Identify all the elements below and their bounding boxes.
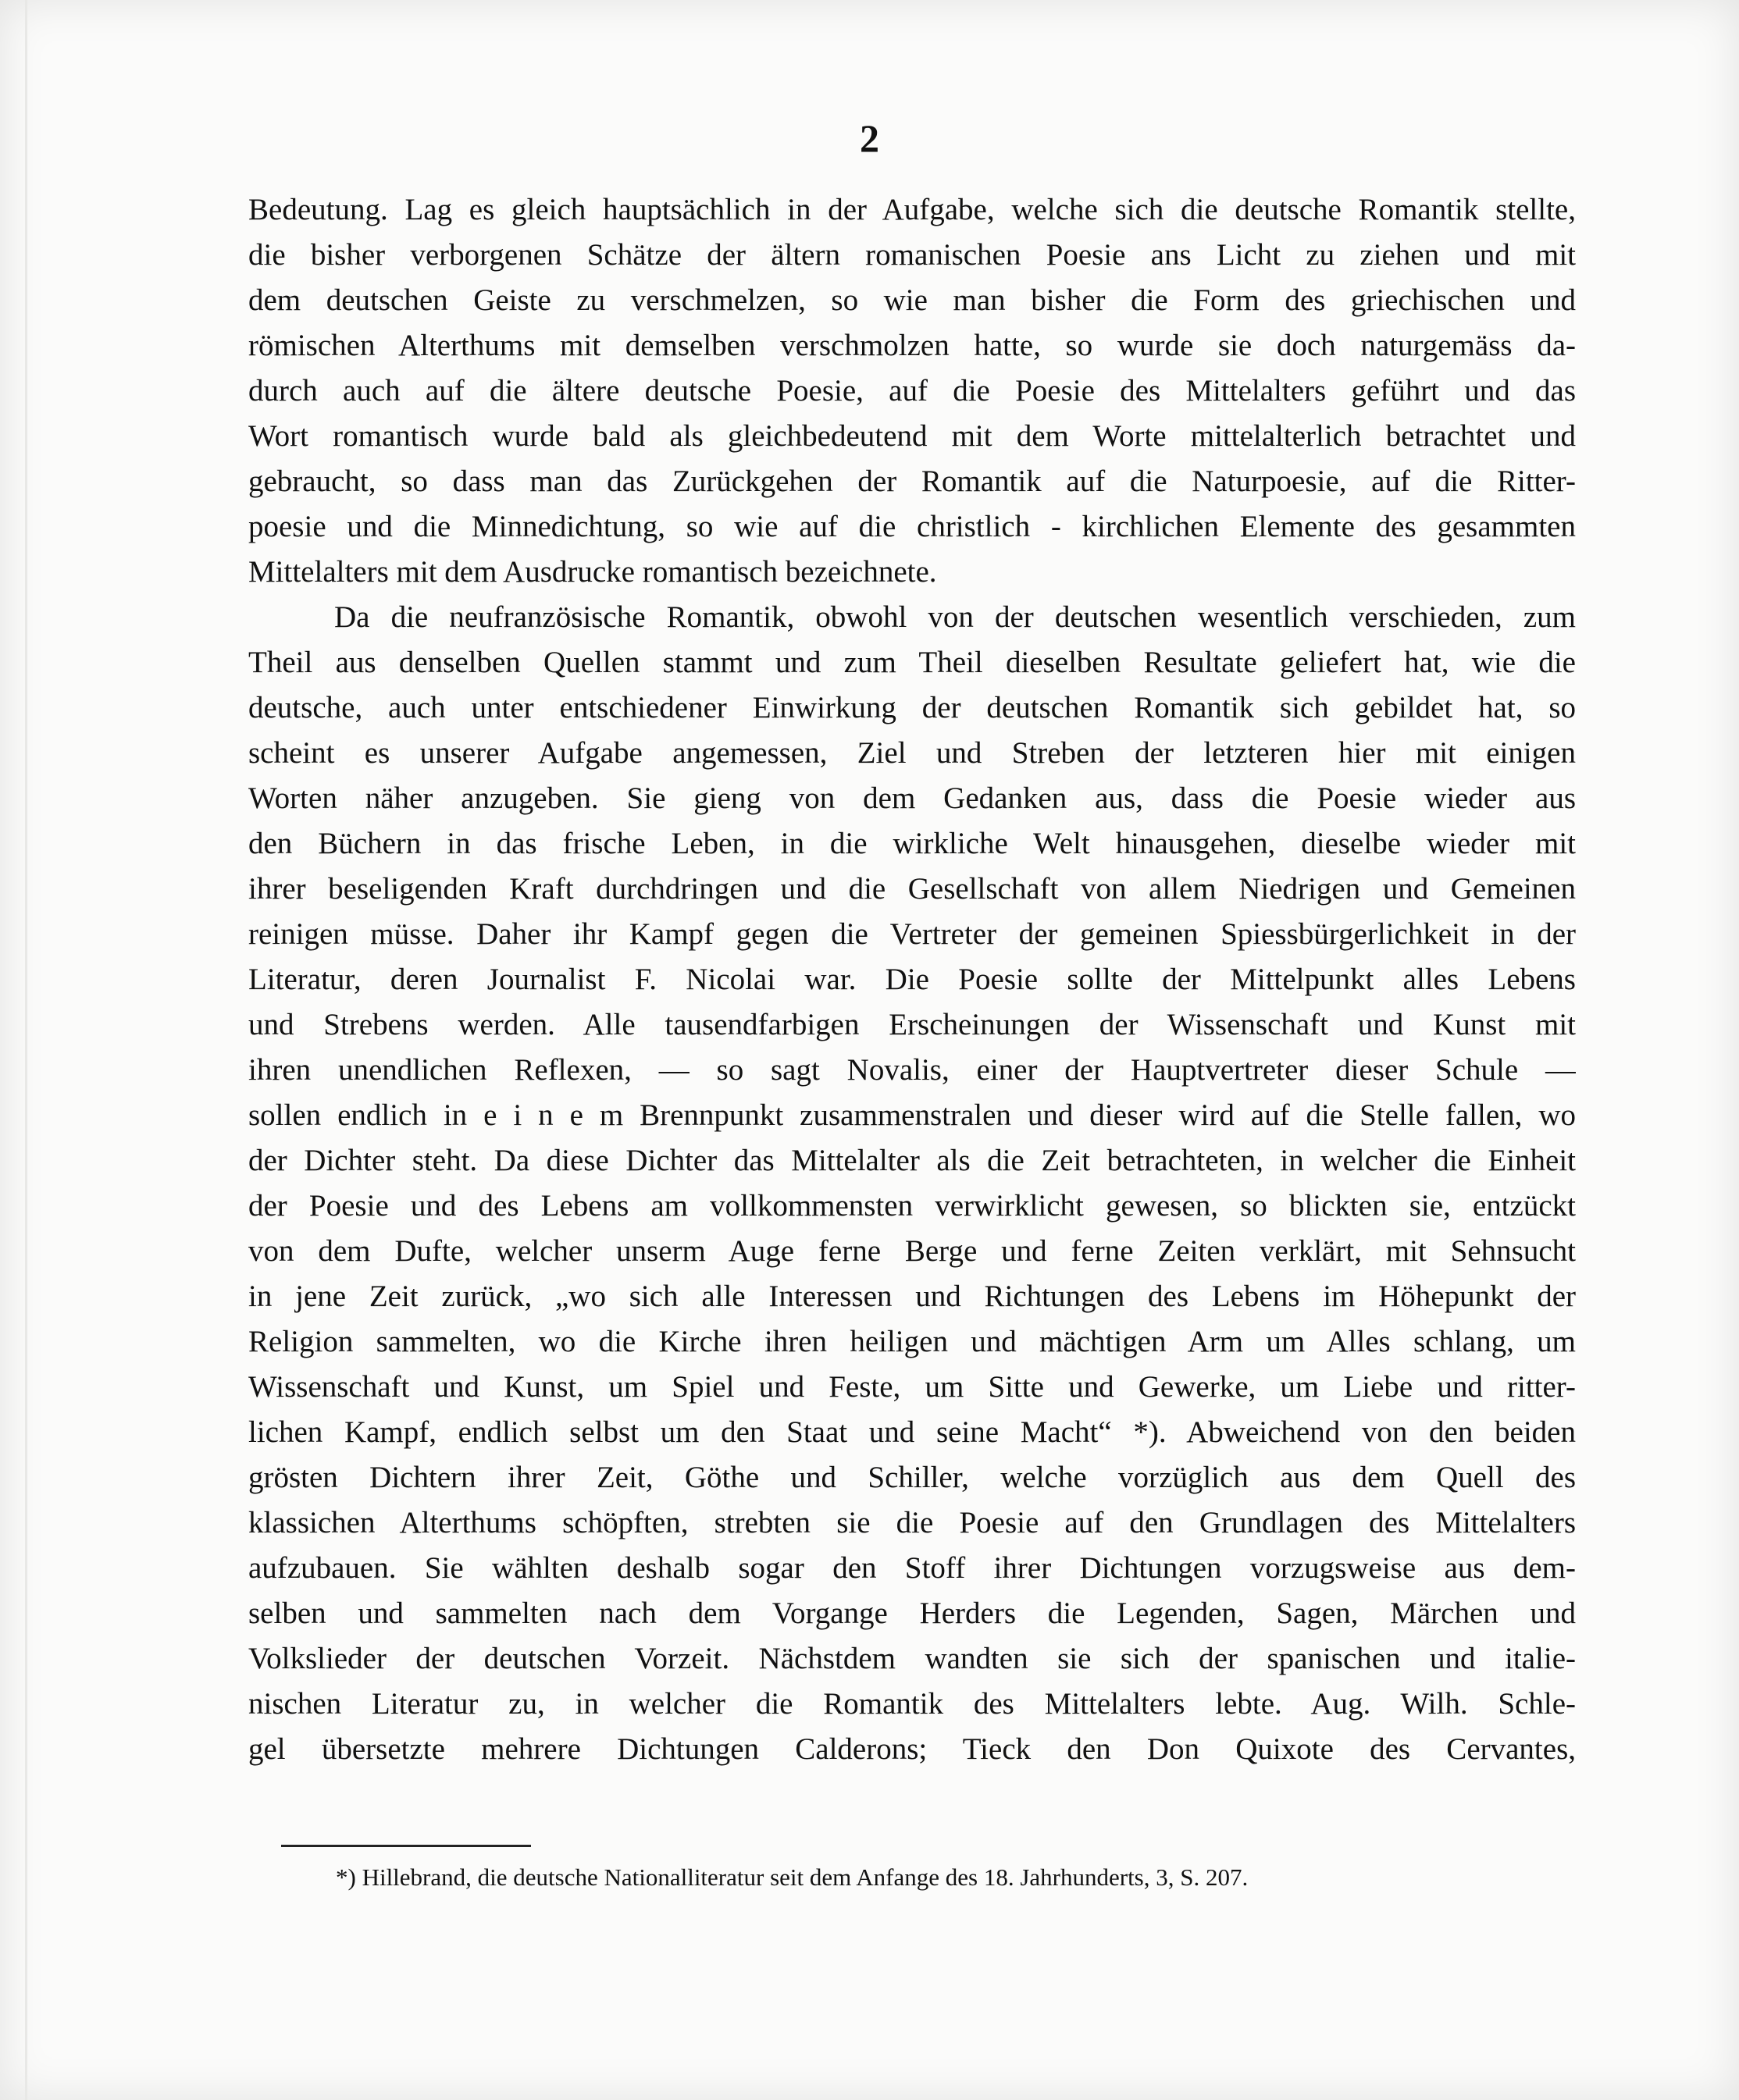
text-line: gebraucht, so dass man das Zurückgehen der Romantik auf die Naturpoesie, auf die Ritter- xyxy=(248,464,1576,498)
text-line: Literatur, deren Journalist F. Nicolai war. Die Poesie sollte der Mittelpunkt alles Lebens xyxy=(248,963,1576,996)
paragraph-2 xyxy=(248,595,1576,1772)
text-line: von dem Dufte, welcher unserm Auge ferne Berge und ferne Zeiten verklärt, mit Sehnsucht xyxy=(248,1234,1576,1268)
text-line: ihrer beseligenden Kraft durchdringen und die Gesellschaft von allem Niedrigen und Gemeinen xyxy=(248,872,1576,906)
text-line: lichen Kampf, endlich selbst um den Staat und seine Macht“ *). Abweichend von den beiden xyxy=(248,1415,1576,1449)
text-line: Religion sammelten, wo die Kirche ihren heiligen und mächtigen Arm um Alles schlang, um xyxy=(248,1325,1576,1358)
text-line: gel übersetzte mehrere Dichtungen Calderons; Tieck den Don Quixote des Cervantes, xyxy=(248,1732,1576,1766)
text-line: deutsche, auch unter entschiedener Einwirkung der deutschen Romantik sich gebildet hat, so xyxy=(248,691,1576,724)
text-line: in jene Zeit zurück, „wo sich alle Interessen und Richtungen des Lebens im Höhepunkt der xyxy=(248,1280,1576,1313)
text-line: der Poesie und des Lebens am vollkommensten verwirklicht gewesen, so blickten sie, entzückt xyxy=(248,1189,1576,1223)
text-line: aufzubauen. Sie wählten deshalb sogar den Stoff ihrer Dichtungen vorzugsweise aus dem- xyxy=(248,1551,1576,1585)
text-line: Theil aus denselben Quellen stammt und zum Theil dieselben Resultate geliefert hat, wie die xyxy=(248,646,1576,679)
text-line: poesie und die Minnedichtung, so wie auf die christlich - kirchlichen Elemente des gesammten xyxy=(248,510,1576,543)
text-line: klassichen Alterthums schöpften, strebten sie die Poesie auf den Grundlagen des Mittelalters xyxy=(248,1506,1576,1539)
text-line: sollen endlich in e i n e m Brennpunkt zusammenstralen und dieser wird auf die Stelle fallen, wo xyxy=(248,1098,1576,1132)
text-line: die bisher verborgenen Schätze der ältern romanischen Poesie ans Licht zu ziehen und mit xyxy=(248,238,1576,272)
text-line: grösten Dichtern ihrer Zeit, Göthe und Schiller, welche vorzüglich aus dem Quell des xyxy=(248,1461,1576,1494)
page-edge xyxy=(25,0,27,2100)
page-number: 2 xyxy=(860,116,879,160)
text-line: Wort romantisch wurde bald als gleichbedeutend mit dem Worte mittelalterlich betrachtet und xyxy=(248,419,1576,453)
text-line: selben und sammelten nach dem Vorgange Herders die Legenden, Sagen, Märchen und xyxy=(248,1596,1576,1630)
text-line: scheint es unserer Aufgabe angemessen, Ziel und Streben der letzteren hier mit einigen xyxy=(248,736,1576,770)
body-text xyxy=(248,187,1576,1772)
text-line: Da die neufranzösische Romantik, obwohl von der deutschen wesentlich verschieden, zum xyxy=(334,600,1576,634)
text-line: durch auch auf die ältere deutsche Poesie, auf die Poesie des Mittelalters geführt und das xyxy=(248,374,1576,408)
text-line: und Strebens werden. Alle tausendfarbigen Erscheinungen der Wissenschaft und Kunst mit xyxy=(248,1008,1576,1041)
text-line: den Büchern in das frische Leben, in die wirkliche Welt hinausgehen, dieselbe wieder mit xyxy=(248,827,1576,860)
text-line: Volkslieder der deutschen Vorzeit. Nächstdem wandten sie sich der spanischen und italie- xyxy=(248,1642,1576,1675)
text-line: dem deutschen Geiste zu verschmelzen, so wie man bisher die Form des griechischen und xyxy=(248,283,1576,317)
text-line: Worten näher anzugeben. Sie gieng von dem Gedanken aus, dass die Poesie wieder aus xyxy=(248,781,1576,815)
footnote: *) Hillebrand, die deutsche Nationalliteratur seit dem Anfange des 18. Jahrhunderts, 3, S. 207. xyxy=(336,1863,1249,1891)
text-line: Bedeutung. Lag es gleich hauptsächlich in der Aufgabe, welche sich die deutsche Romantik stellte, xyxy=(248,193,1576,226)
text-line: der Dichter steht. Da diese Dichter das Mittelalter als die Zeit betrachteten, in welcher die Einheit xyxy=(248,1144,1576,1177)
text-line: ihren unendlichen Reflexen, — so sagt Novalis, einer der Hauptvertreter dieser Schule — xyxy=(248,1053,1576,1087)
footnote-rule xyxy=(281,1845,531,1847)
text-line: nischen Literatur zu, in welcher die Romantik des Mittelalters lebte. Aug. Wilh. Schle- xyxy=(248,1687,1576,1721)
paragraph-1 xyxy=(248,187,1576,595)
text-line: Mittelalters mit dem Ausdrucke romantisch bezeichnete. xyxy=(248,555,937,589)
text-line: römischen Alterthums mit demselben verschmolzen hatte, so wurde sie doch naturgemäss da- xyxy=(248,329,1576,362)
text-line: reinigen müsse. Daher ihr Kampf gegen die Vertreter der gemeinen Spiessbürgerlichkeit in der xyxy=(248,917,1576,951)
text-line: Wissenschaft und Kunst, um Spiel und Feste, um Sitte und Gewerke, um Liebe und ritter- xyxy=(248,1370,1576,1404)
